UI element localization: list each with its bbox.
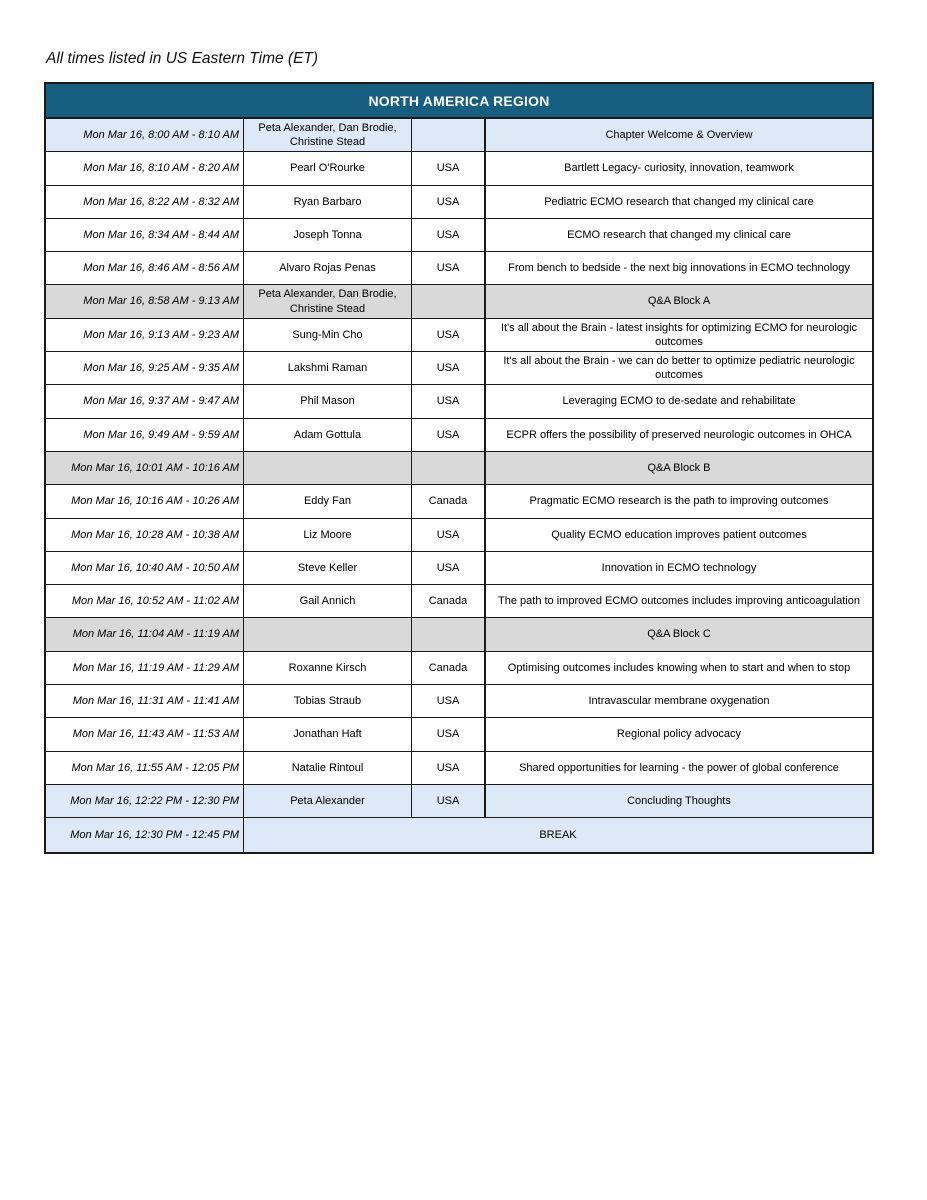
schedule-row	[46, 186, 872, 219]
session-speaker: Roxanne Kirsch	[244, 652, 412, 684]
session-topic: Bartlett Legacy- curiosity, innovation, teamwork	[564, 162, 794, 175]
session-topic: Pediatric ECMO research that changed my clinical care	[544, 195, 814, 208]
session-topic: Intravascular membrane oxygenation	[588, 695, 770, 708]
session-country: Canada	[412, 585, 486, 617]
session-time: Mon Mar 16, 8:00 AM - 8:10 AM	[46, 119, 244, 151]
session-topic: It's all about the Brain - we can do better to optimize pediatric neurologic outcomes	[503, 354, 855, 382]
schedule-row	[46, 452, 872, 485]
session-topic: Q&A Block B	[647, 461, 711, 474]
session-speaker: Alvaro Rojas Penas	[244, 252, 412, 284]
timezone-note: All times listed in US Eastern Time (ET)	[46, 50, 319, 67]
schedule-row	[46, 285, 872, 318]
session-topic: ECPR offers the possibility of preserved neurologic outcomes in OHCA	[506, 428, 852, 441]
session-speaker: Phil Mason	[244, 385, 412, 417]
schedule-table	[44, 82, 874, 854]
session-speaker: Jonathan Haft	[244, 718, 412, 750]
session-country	[412, 618, 486, 650]
session-country: USA	[412, 752, 486, 784]
schedule-row	[46, 618, 872, 651]
session-time: Mon Mar 16, 9:37 AM - 9:47 AM	[46, 385, 244, 417]
session-time: Mon Mar 16, 10:40 AM - 10:50 AM	[46, 552, 244, 584]
schedule-row	[46, 685, 872, 718]
session-speaker: Pearl O'Rourke	[244, 152, 412, 184]
session-speaker: Adam Gottula	[244, 419, 412, 451]
session-time: Mon Mar 16, 10:01 AM - 10:16 AM	[46, 452, 244, 484]
session-time: Mon Mar 16, 9:49 AM - 9:59 AM	[46, 419, 244, 451]
session-country: USA	[412, 352, 486, 384]
schedule-rows	[46, 119, 872, 852]
session-topic: Quality ECMO education improves patient outcomes	[551, 528, 807, 541]
schedule-row	[46, 552, 872, 585]
session-country: USA	[412, 219, 486, 251]
session-time: Mon Mar 16, 12:30 PM - 12:45 PM	[46, 818, 244, 851]
session-country	[412, 452, 486, 484]
schedule-row	[46, 352, 872, 385]
session-country: USA	[412, 785, 486, 817]
session-time: Mon Mar 16, 9:13 AM - 9:23 AM	[46, 319, 244, 351]
session-country: USA	[412, 319, 486, 351]
session-country: Canada	[412, 652, 486, 684]
session-topic: Shared opportunities for learning - the power of global conference	[519, 761, 839, 774]
session-country: USA	[412, 186, 486, 218]
session-speaker: Peta Alexander	[244, 785, 412, 817]
session-speaker: Sung-Min Cho	[244, 319, 412, 351]
session-country: USA	[412, 718, 486, 750]
schedule-row	[46, 385, 872, 418]
session-speaker	[244, 452, 412, 484]
session-time: Mon Mar 16, 12:22 PM - 12:30 PM	[46, 785, 244, 817]
session-country: USA	[412, 385, 486, 417]
session-speaker: Natalie Rintoul	[244, 752, 412, 784]
session-country	[412, 119, 486, 151]
schedule-row	[46, 319, 872, 352]
session-speaker: Peta Alexander, Dan Brodie, Christine Stead	[244, 285, 412, 317]
schedule-row	[46, 119, 872, 152]
session-speaker: Steve Keller	[244, 552, 412, 584]
schedule-row	[46, 485, 872, 518]
schedule-row	[46, 252, 872, 285]
session-country: USA	[412, 419, 486, 451]
session-time: Mon Mar 16, 10:28 AM - 10:38 AM	[46, 519, 244, 551]
session-topic: The path to improved ECMO outcomes includes improving anticoagulation	[498, 595, 860, 608]
session-topic: Optimising outcomes includes knowing when to start and when to stop	[507, 661, 851, 674]
session-topic: Pragmatic ECMO research is the path to improving outcomes	[529, 495, 829, 508]
session-topic: Leveraging ECMO to de-sedate and rehabilitate	[562, 395, 796, 408]
session-time: Mon Mar 16, 8:46 AM - 8:56 AM	[46, 252, 244, 284]
session-country: USA	[412, 552, 486, 584]
session-topic: Q&A Block A	[647, 295, 711, 308]
session-time: Mon Mar 16, 11:43 AM - 11:53 AM	[46, 718, 244, 750]
session-topic: Regional policy advocacy	[616, 728, 742, 741]
session-speaker: Ryan Barbaro	[244, 186, 412, 218]
session-time: Mon Mar 16, 11:31 AM - 11:41 AM	[46, 685, 244, 717]
session-time: Mon Mar 16, 8:22 AM - 8:32 AM	[46, 186, 244, 218]
session-topic: Concluding Thoughts	[627, 794, 731, 807]
session-speaker: Liz Moore	[244, 519, 412, 551]
session-time: Mon Mar 16, 11:04 AM - 11:19 AM	[46, 618, 244, 650]
session-country: USA	[412, 685, 486, 717]
session-country: USA	[412, 519, 486, 551]
schedule-row	[46, 718, 872, 751]
session-time: Mon Mar 16, 10:16 AM - 10:26 AM	[46, 485, 244, 517]
session-speaker: Eddy Fan	[244, 485, 412, 517]
schedule-row	[46, 219, 872, 252]
session-topic: Chapter Welcome & Overview	[605, 129, 753, 141]
session-topic: Q&A Block C	[647, 628, 711, 641]
session-speaker: Gail Annich	[244, 585, 412, 617]
session-time: Mon Mar 16, 11:19 AM - 11:29 AM	[46, 652, 244, 684]
session-country: USA	[412, 252, 486, 284]
break-label: BREAK	[539, 828, 577, 841]
schedule-row	[46, 752, 872, 785]
session-speaker: Tobias Straub	[244, 685, 412, 717]
session-topic: Innovation in ECMO technology	[601, 561, 757, 574]
session-time: Mon Mar 16, 8:34 AM - 8:44 AM	[46, 219, 244, 251]
schedule-row	[46, 152, 872, 185]
session-speaker: Lakshmi Raman	[244, 352, 412, 384]
session-speaker: Peta Alexander, Dan Brodie, Christine Stead	[244, 119, 412, 151]
session-speaker: Joseph Tonna	[244, 219, 412, 251]
schedule-row	[46, 519, 872, 552]
schedule-row	[46, 652, 872, 685]
schedule-row	[46, 785, 872, 818]
session-topic: It's all about the Brain - latest insights for optimizing ECMO for neurologic outcomes	[500, 321, 858, 348]
session-speaker	[244, 618, 412, 650]
schedule-row	[46, 419, 872, 452]
session-time: Mon Mar 16, 10:52 AM - 11:02 AM	[46, 585, 244, 617]
schedule-row	[46, 585, 872, 618]
session-country: Canada	[412, 485, 486, 517]
session-time: Mon Mar 16, 9:25 AM - 9:35 AM	[46, 352, 244, 384]
session-time: Mon Mar 16, 11:55 AM - 12:05 PM	[46, 752, 244, 784]
region-title: NORTH AMERICA REGION	[46, 84, 872, 119]
break-row	[46, 818, 872, 851]
session-topic: ECMO research that changed my clinical care	[567, 228, 791, 241]
session-country: USA	[412, 152, 486, 184]
session-country	[412, 285, 486, 317]
session-time: Mon Mar 16, 8:58 AM - 9:13 AM	[46, 285, 244, 317]
session-time: Mon Mar 16, 8:10 AM - 8:20 AM	[46, 152, 244, 184]
session-topic: From bench to bedside - the next big innovations in ECMO technology	[508, 262, 850, 275]
